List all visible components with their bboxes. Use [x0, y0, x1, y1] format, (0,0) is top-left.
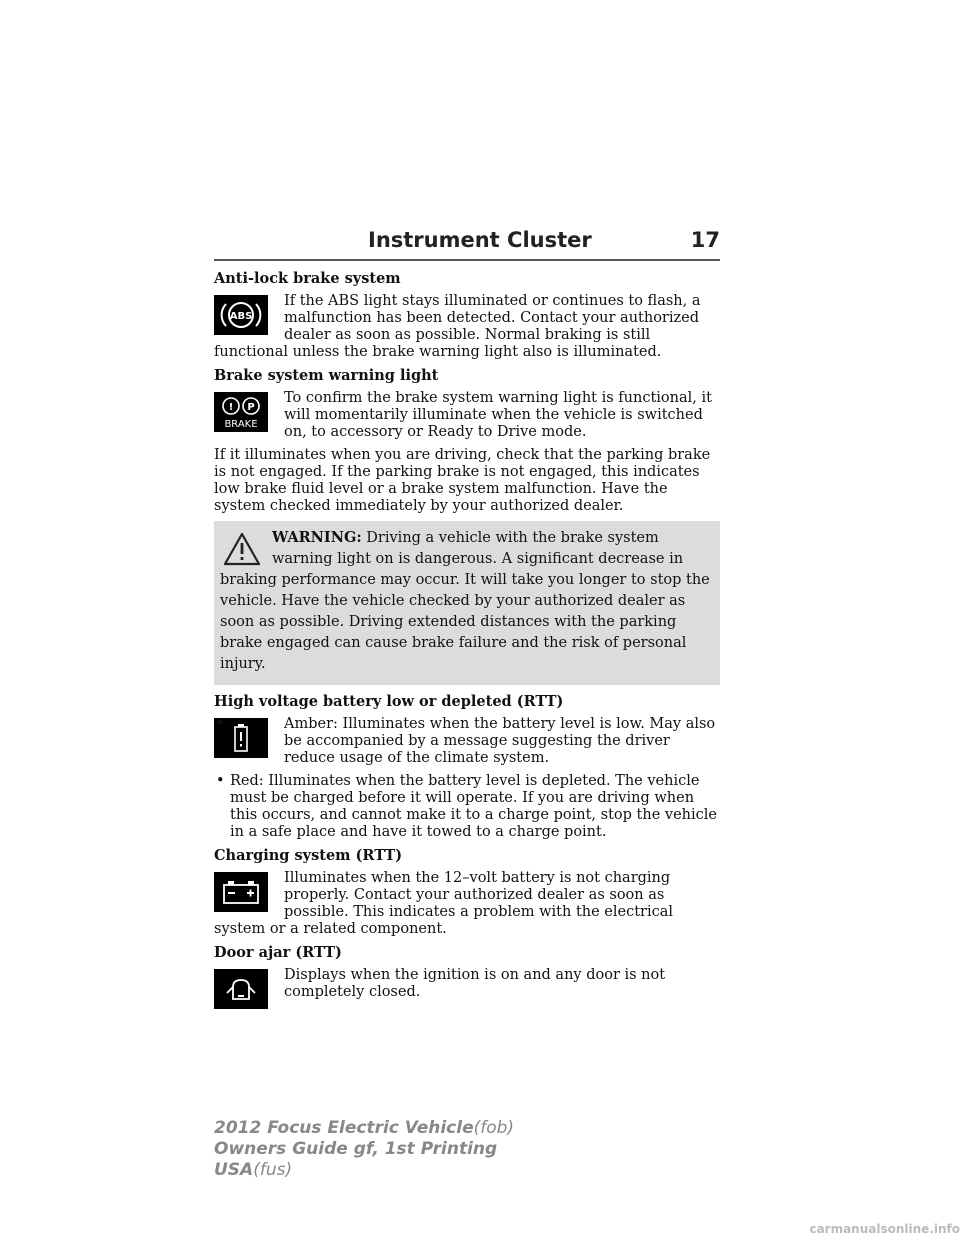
hv-battery-amber-text: Amber: Illuminates when the battery level is low. May also be accompanied by a message suggesting the driver reduce usage of the climate system.: [284, 716, 716, 766]
brake-entry: [214, 390, 720, 441]
warning-label: WARNING:: [272, 529, 362, 546]
abs-entry: [214, 293, 720, 361]
charging-entry: [214, 870, 720, 938]
warning-triangle-icon: [222, 531, 262, 567]
door-ajar-icon: [214, 969, 268, 1009]
header-rule: [214, 259, 720, 261]
hv-battery-entry: [214, 716, 720, 767]
battery-charging-icon: [214, 872, 268, 912]
brake-heading: Brake system warning light: [214, 367, 439, 384]
watermark: carmanualsonline.info: [809, 1222, 960, 1236]
brake-text: To confirm the brake system warning light is functional, it will momentarily illuminate when the vehicle is switched on, to accessory or Ready to Drive mode.: [284, 390, 712, 440]
door-heading: Door ajar (RTT): [214, 944, 342, 961]
list-item: [214, 773, 720, 841]
footer-line1: 2012 Focus Electric Vehicle: [214, 1118, 474, 1138]
warning-text: Driving a vehicle with the brake system warning light on is dangerous. A significant decrease in braking performance may occur. It will take you longer to stop the vehicle. Have the vehicle checked by your authorized dealer as soon as possible. Driving extended distances with the parking brake engaged can cause brake failure and the risk of personal injury.: [220, 530, 710, 672]
hv-battery-red-text: Red: Illuminates when the battery level is depleted. The vehicle must be charged before it will operate. If you are driving when this occurs, and cannot make it to a charge point, stop the vehicle in a safe place and have it towed to a charge point.: [230, 773, 717, 840]
brake-icon-label: BRAKE: [224, 419, 258, 430]
door-text: Displays when the ignition is on and any door is not completely closed.: [284, 967, 666, 1000]
abs-warning-icon: [214, 295, 268, 335]
charging-heading: Charging system (RTT): [214, 847, 403, 864]
svg-text:P: P: [247, 402, 255, 413]
footer: [214, 1118, 614, 1181]
abs-text: If the ABS light stays illuminated or continues to flash, a malfunction has been detected. Contact your authorized dealer as soon as possible. Normal braking is still functional unless the brake warning light also is illuminated.: [214, 293, 701, 360]
svg-text:!: !: [228, 402, 234, 413]
list-item: [214, 716, 720, 767]
charging-text: Illuminates when the 12–volt battery is not charging properly. Contact your authorized dealer as soon as possible. This indicates a problem with the electrical system or a related component.: [214, 870, 674, 937]
abs-icon-label: ABS: [229, 311, 253, 322]
hv-battery-heading: High voltage battery low or depleted (RTT): [214, 693, 564, 710]
bullet-dot: •: [216, 773, 225, 789]
page-content: [214, 266, 720, 1017]
page-number: 17: [690, 228, 720, 252]
brake-warning-icon: [214, 392, 268, 432]
brake-paragraph: If it illuminates when you are driving, check that the parking brake is not engaged. If the parking brake is not engaged, this indicates low brake fluid level or a brake system malfunction. Have the system checked immediately by your authorized dealer.: [214, 447, 711, 514]
bullet-dot: •: [216, 716, 225, 732]
footer-line3: USA: [214, 1160, 254, 1180]
footer-line2: Owners Guide gf, 1st Printing: [214, 1139, 498, 1159]
door-entry: [214, 967, 720, 1011]
footer-line1-code: (fob): [473, 1118, 515, 1138]
hv-battery-bullets: [214, 716, 720, 767]
footer-line3-code: (fus): [253, 1160, 293, 1180]
abs-heading: Anti-lock brake system: [214, 270, 401, 287]
warning-box: [214, 521, 720, 685]
page-header-title: Instrument Cluster: [368, 228, 592, 252]
